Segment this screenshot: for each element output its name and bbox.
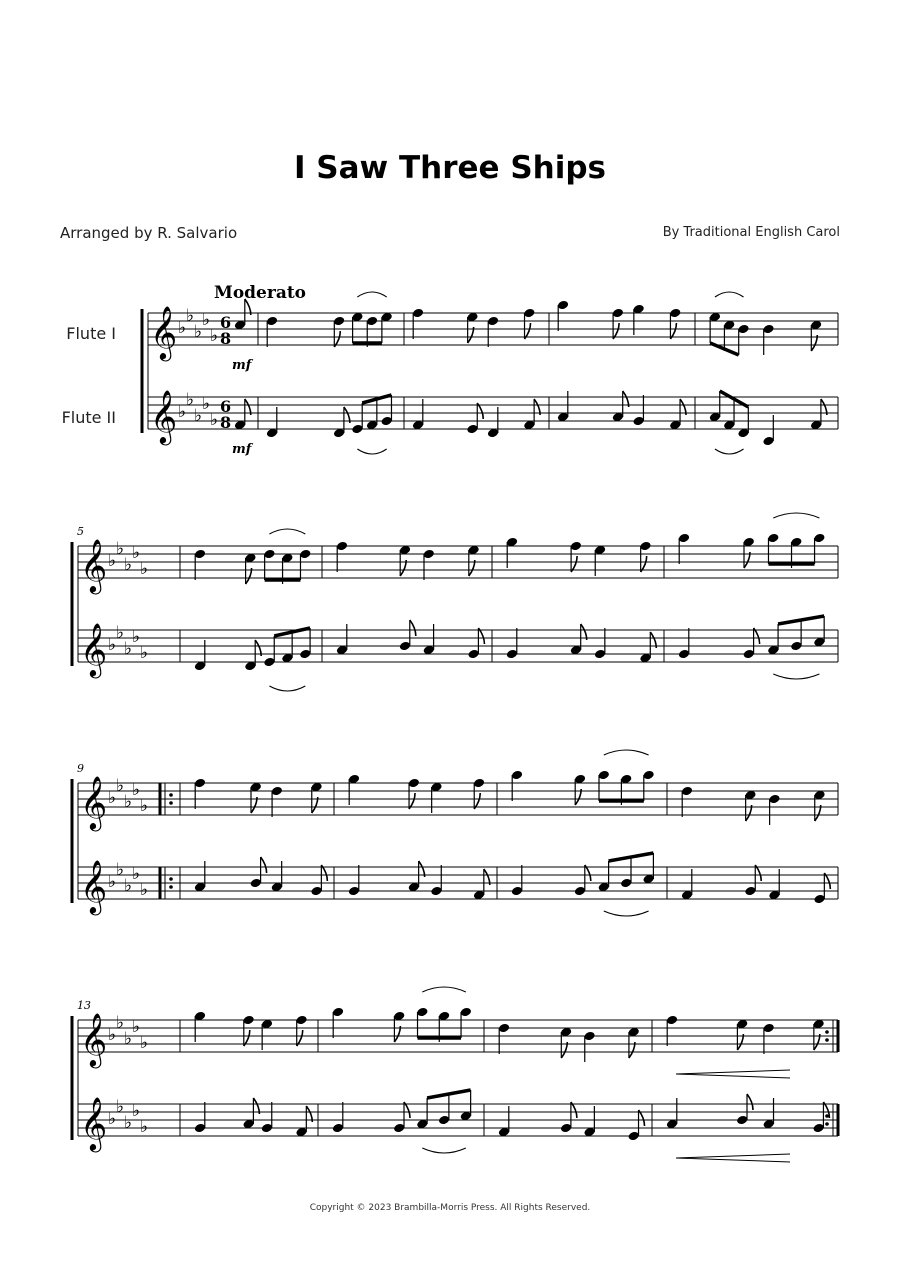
- slur: [715, 292, 744, 297]
- flat-icon: ♭: [116, 860, 125, 880]
- slur: [357, 292, 386, 297]
- treble-clef-icon: 𝄞: [80, 1096, 108, 1150]
- treble-clef-icon: 𝄞: [80, 859, 108, 913]
- flat-icon: ♭: [186, 390, 195, 410]
- treble-clef-icon: 𝄞: [80, 622, 108, 676]
- slur: [357, 449, 386, 454]
- slur: [773, 674, 819, 679]
- dynamic-marking: mf: [232, 358, 252, 373]
- flat-icon: ♭: [202, 394, 211, 414]
- repeat-dot: [169, 793, 173, 797]
- flat-icon: ♭: [108, 551, 117, 571]
- repeat-dot: [169, 885, 173, 889]
- flat-icon: ♭: [202, 310, 211, 330]
- flat-icon: ♭: [194, 406, 203, 426]
- flat-icon: ♭: [116, 623, 125, 643]
- composer-credit: By Traditional English Carol: [662, 225, 840, 240]
- treble-clef-icon: 𝄞: [80, 775, 108, 829]
- copyright-notice: Copyright © 2023 Brambilla-Morris Press. All Rights Reserved.: [309, 1203, 591, 1213]
- slur: [773, 513, 819, 518]
- decrescendo-hairpin: [676, 1070, 790, 1078]
- slur: [422, 1148, 466, 1153]
- slur: [422, 987, 466, 992]
- flat-icon: ♭: [116, 1097, 125, 1117]
- flat-icon: ♭: [140, 1033, 149, 1053]
- flat-icon: ♭: [178, 318, 187, 338]
- flat-icon: ♭: [132, 780, 141, 800]
- flat-icon: ♭: [108, 635, 117, 655]
- flat-icon: ♭: [116, 539, 125, 559]
- flat-icon: ♭: [194, 322, 203, 342]
- arranger-credit: Arranged by R. Salvario: [60, 224, 238, 242]
- slur: [269, 686, 305, 691]
- instrument-label-flute-1: Flute I: [66, 324, 116, 343]
- repeat-dot: [825, 1030, 829, 1034]
- treble-clef-icon: 𝄞: [80, 1012, 108, 1066]
- time-signature-bottom: 8: [220, 413, 232, 432]
- flat-icon: ♭: [108, 788, 117, 808]
- flat-icon: ♭: [140, 1117, 149, 1137]
- treble-clef-icon: 𝄞: [150, 389, 178, 443]
- instrument-label-flute-2: Flute II: [61, 408, 116, 427]
- time-signature-bottom: 8: [220, 329, 232, 348]
- flat-icon: ♭: [124, 1029, 133, 1049]
- flat-icon: ♭: [186, 306, 195, 326]
- flat-icon: ♭: [140, 643, 149, 663]
- flat-icon: ♭: [132, 543, 141, 563]
- measure-number: 5: [77, 525, 84, 538]
- flag: [261, 857, 267, 873]
- treble-clef-icon: 𝄞: [150, 305, 178, 359]
- time-signature-top: 6: [220, 397, 232, 416]
- slur: [715, 449, 744, 454]
- flat-icon: ♭: [140, 559, 149, 579]
- tempo-marking: Moderato: [214, 283, 307, 303]
- flat-icon: ♭: [116, 1013, 125, 1033]
- measure-number: 13: [77, 999, 91, 1012]
- page-title: I Saw Three Ships: [293, 150, 606, 186]
- flat-icon: ♭: [108, 872, 117, 892]
- flat-icon: ♭: [210, 410, 219, 430]
- flat-icon: ♭: [132, 1017, 141, 1037]
- flat-icon: ♭: [140, 796, 149, 816]
- flat-icon: ♭: [124, 639, 133, 659]
- flat-icon: ♭: [124, 792, 133, 812]
- flat-icon: ♭: [140, 880, 149, 900]
- repeat-dot: [825, 1122, 829, 1126]
- repeat-dot: [169, 877, 173, 881]
- slur: [604, 750, 649, 755]
- flat-icon: ♭: [132, 1101, 141, 1121]
- flat-icon: ♭: [132, 864, 141, 884]
- decrescendo-hairpin: [676, 1154, 790, 1162]
- flat-icon: ♭: [124, 876, 133, 896]
- measure-number: 9: [77, 762, 84, 775]
- flat-icon: ♭: [124, 1113, 133, 1133]
- time-signature-top: 6: [220, 313, 232, 332]
- flat-icon: ♭: [132, 627, 141, 647]
- repeat-dot: [825, 1114, 829, 1118]
- repeat-dot: [169, 801, 173, 805]
- treble-clef-icon: 𝄞: [80, 538, 108, 592]
- flat-icon: ♭: [108, 1025, 117, 1045]
- flat-icon: ♭: [108, 1109, 117, 1129]
- repeat-dot: [825, 1038, 829, 1042]
- slur: [269, 529, 305, 534]
- flat-icon: ♭: [124, 555, 133, 575]
- dynamic-marking: mf: [232, 442, 252, 457]
- flat-icon: ♭: [210, 326, 219, 346]
- slur: [604, 911, 649, 916]
- flag: [747, 1094, 753, 1110]
- flat-icon: ♭: [178, 402, 187, 422]
- flat-icon: ♭: [116, 776, 125, 796]
- flag: [410, 620, 416, 636]
